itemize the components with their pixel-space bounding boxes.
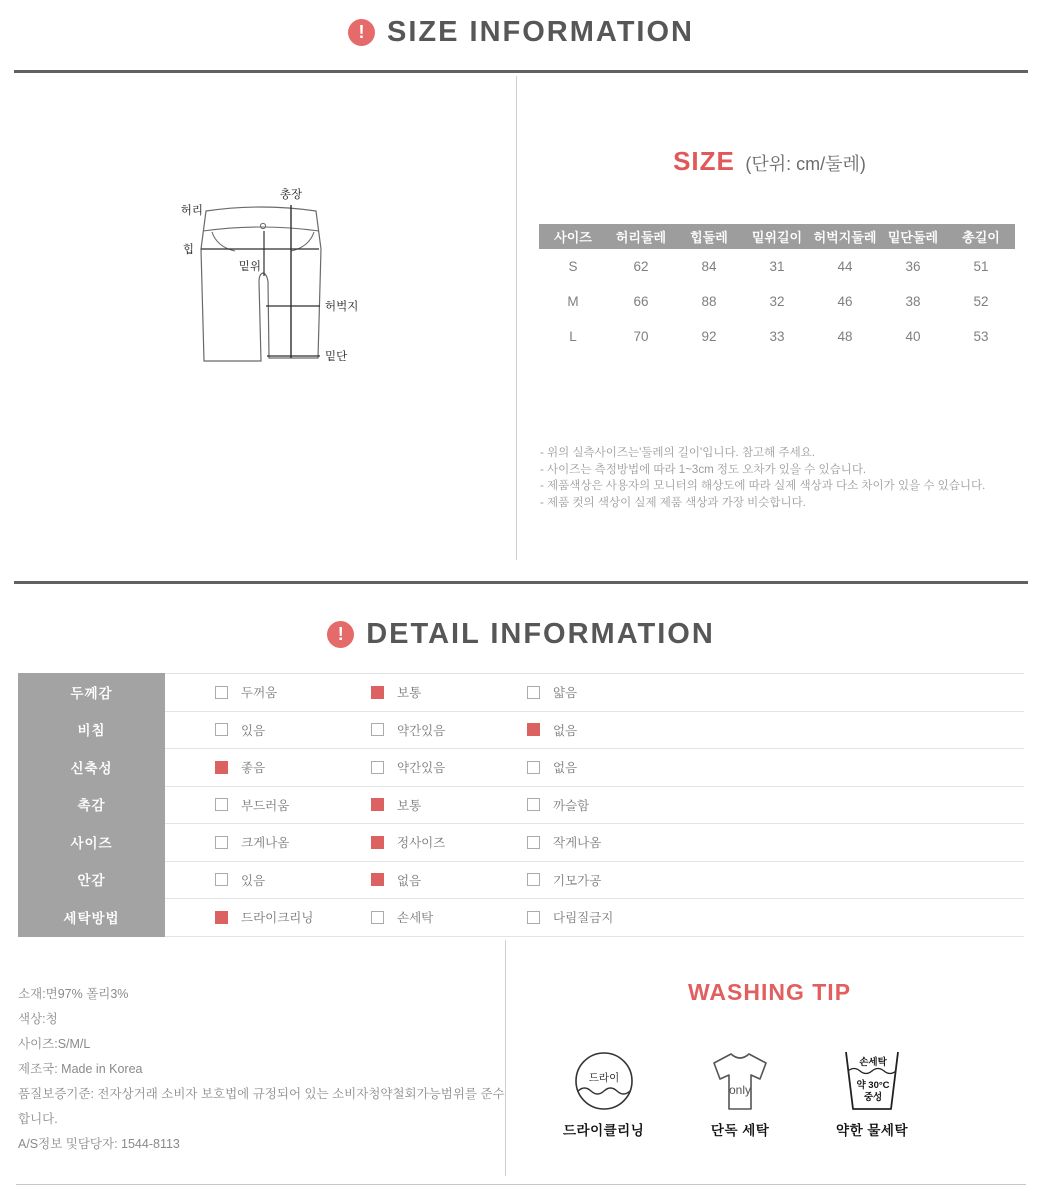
checkbox[interactable] [527,911,540,924]
option [527,683,683,701]
checkbox[interactable] [215,798,228,811]
col-length: 총길이 [947,224,1015,249]
cell: 53 [973,329,989,344]
checkbox[interactable] [371,761,384,774]
checkbox[interactable] [371,911,384,924]
option-label: 없음 [553,761,578,776]
checkbox[interactable] [215,761,228,774]
option-label: 있음 [241,723,266,738]
checkbox[interactable] [215,836,228,849]
cell: 46 [837,294,853,309]
handwash-basin-icon [837,1050,907,1114]
cell: 70 [633,329,649,344]
detail-section-title: DETAIL INFORMATION [366,618,715,650]
option-label: 까슬함 [553,798,590,813]
note-line: - 제품 컷의 색상이 실제 제품 색상과 가장 비슷합니다. [540,496,806,509]
info-line-material: 소재:면97% 폴리3% [18,987,129,1001]
cell: 32 [769,294,785,309]
detail-row-texture [165,787,1024,825]
hip-label: 힙 [182,244,194,256]
option [371,683,527,701]
option-label: 얇음 [553,686,578,701]
cell: M [567,294,579,309]
option [527,721,683,739]
size-table [539,224,1015,354]
checkbox[interactable] [527,873,540,886]
table-row [539,319,1015,354]
product-info-block [18,982,510,1157]
col-size: 사이즈 [539,224,607,249]
hem-label: 밑단 [325,351,348,363]
option [527,833,683,851]
option-label: 작게나옴 [553,836,602,851]
cell: 66 [633,294,649,309]
row-label-texture: 촉감 [77,798,106,814]
option [215,833,371,851]
checkbox[interactable] [371,686,384,699]
washing-icons [563,1050,908,1139]
detail-row-washing [165,899,1024,937]
option-label: 두꺼움 [241,686,278,701]
option [215,758,371,776]
cell: S [568,259,578,274]
checkbox[interactable] [371,836,384,849]
waist-label: 허리 [180,205,203,217]
cell: 51 [973,259,989,274]
vertical-divider-washing [505,940,506,1176]
option-label: 부드러움 [241,798,290,813]
option [527,758,683,776]
checkbox[interactable] [527,723,540,736]
cell: 62 [633,259,649,274]
note-line: - 제품색상은 사용자의 모니터의 해상도에 따라 실제 색상과 다소 차이가 있을 수 있습니다. [540,480,986,492]
option-label: 없음 [553,723,578,738]
only-icon-text: only [729,1083,752,1097]
cell: 36 [905,259,921,274]
temp-icon-text: 약 30°C [856,1080,890,1091]
option-label: 다림질금지 [553,911,614,926]
detail-row-fit [165,824,1024,862]
info-line-as: A/S정보 및담당자: 1544-8113 [18,1137,180,1151]
exclamation-icon: ! [348,19,375,46]
divider-top [14,70,1028,73]
option-label: 기모가공 [553,873,602,888]
col-thigh: 허벅지둘레 [811,224,879,249]
col-waist: 허리둘레 [607,224,675,249]
table-row [539,249,1015,284]
cell: 92 [701,329,717,344]
checkbox[interactable] [215,873,228,886]
checkbox[interactable] [371,873,384,886]
shorts-outline [201,207,321,361]
total-length-label: 총장 [279,189,303,201]
option [371,721,527,739]
checkbox[interactable] [371,798,384,811]
option [215,871,371,889]
row-label-thickness: 두께감 [70,685,113,701]
crotch-label: 밑위 [238,261,261,273]
shorts-measurement-diagram [168,186,403,382]
divider-bottom [16,1184,1026,1185]
size-information-header [0,16,1042,49]
checkbox[interactable] [527,761,540,774]
cell: 84 [701,259,717,274]
option-label: 크게나옴 [241,836,290,851]
option [371,833,527,851]
option [215,908,371,926]
checkbox[interactable] [527,798,540,811]
col-crotch: 밑위길이 [743,224,811,249]
washing-item-label: 단독 세탁 [710,1123,770,1138]
cell: 48 [837,329,853,344]
option-label: 약간있음 [397,761,446,776]
detail-row-lining [165,862,1024,900]
cell: L [569,329,577,344]
washing-item-label: 드라이클리닝 [563,1123,645,1138]
option-label: 보통 [397,798,422,813]
detail-content-column [165,673,1024,937]
col-hem: 밑단둘레 [879,224,947,249]
tshirt-only-icon [705,1050,775,1114]
option-label: 있음 [241,873,266,888]
option-label: 보통 [397,686,422,701]
cell: 52 [973,294,989,309]
table-row [539,284,1015,319]
checkbox[interactable] [527,686,540,699]
info-line-size: 사이즈:S/M/L [18,1037,91,1051]
option-label: 없음 [397,873,422,888]
detail-row-elasticity [165,749,1024,787]
washing-item-gentle-wash [836,1050,908,1139]
size-table-header-row [539,224,1015,249]
option [215,796,371,814]
cell: 33 [769,329,785,344]
dry-cleaning-icon [569,1050,639,1114]
option-label: 약간있음 [397,723,446,738]
size-table-title [517,146,1022,177]
option-label: 손세탁 [397,911,434,926]
thigh-label: 허벅지 [325,301,359,313]
option [371,908,527,926]
size-section-title: SIZE INFORMATION [387,16,694,48]
cell: 40 [905,329,921,344]
exclamation-icon: ! [327,621,354,648]
neutral-icon-text: 중성 [863,1092,883,1103]
info-line-origin: 제조국: Made in Korea [18,1062,143,1076]
washing-tip-title: WASHING TIP [687,979,852,1005]
option [371,758,527,776]
option [371,796,527,814]
note-line: - 사이즈는 측정방법에 따라 1~3cm 정도 오차가 있을 수 있습니다. [540,463,867,476]
checkbox[interactable] [215,911,228,924]
checkbox[interactable] [215,686,228,699]
detail-table [18,673,1024,937]
row-label-lining: 안감 [77,873,106,889]
option [527,796,683,814]
row-label-washing: 세탁방법 [63,910,120,926]
detail-row-sheerness [165,712,1024,750]
washing-item-dry-cleaning [563,1050,644,1139]
option-label: 드라이크리닝 [241,911,314,926]
cell: 38 [905,294,921,309]
size-label: SIZE [673,146,735,176]
checkbox[interactable] [527,836,540,849]
note-line: - 위의 실측사이즈는'둘레의 길이'입니다. 참고해 주세요. [540,447,815,459]
washing-item-separate-wash [705,1050,775,1139]
option [527,871,683,889]
dry-icon-text: 드라이 [588,1072,619,1084]
col-hip: 힙둘레 [675,224,743,249]
handwash-icon-text: 손세탁 [859,1057,887,1068]
size-notes [540,445,1030,511]
cell: 44 [837,259,853,274]
detail-information-header [0,618,1042,651]
detail-label-column [18,673,165,937]
option [215,683,371,701]
divider-middle [14,581,1028,584]
row-label-sheerness: 비침 [77,723,106,739]
option [215,721,371,739]
option-label: 정사이즈 [397,836,446,851]
info-line-color: 색상:청 [18,1012,58,1026]
checkbox[interactable] [215,723,228,736]
info-line-warranty: 품질보증기준: 전자상거래 소비자 보호법에 규정되어 있는 소비자청약철회가능범위를 준수합니다. [18,1087,505,1126]
cell: 88 [701,294,717,309]
option-label: 좋음 [241,761,266,776]
cell: 31 [769,259,785,274]
row-label-elasticity: 신축성 [70,760,113,776]
washing-item-label: 약한 물세탁 [836,1123,908,1138]
size-unit-label: (단위: cm/둘레) [745,154,866,174]
option [371,871,527,889]
detail-row-thickness [165,674,1024,712]
checkbox[interactable] [371,723,384,736]
row-label-fit: 사이즈 [70,835,113,851]
option [527,908,683,926]
